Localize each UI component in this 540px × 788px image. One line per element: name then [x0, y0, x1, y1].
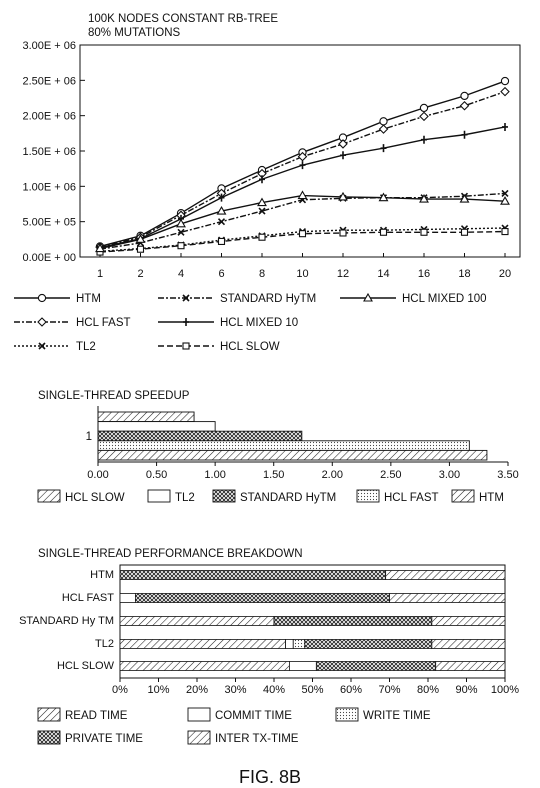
line-x-tick-label: 16 — [417, 268, 431, 280]
legend-label-write-time: WRITE TIME — [363, 710, 431, 722]
speedup-x-tick-label: 3.50 — [497, 469, 519, 481]
breakdown-segment-read-time — [120, 617, 274, 626]
data-point-htm — [380, 118, 387, 125]
breakdown-category-label: TL2 — [95, 638, 114, 650]
line-y-tick-label: 2.00E + 06 — [22, 110, 76, 123]
data-point-hcl-mixed-10 — [462, 131, 468, 139]
breakdown-segment-inter-tx-time — [432, 617, 505, 626]
speedup-chart-title: SINGLE-THREAD SPEEDUP — [38, 390, 190, 402]
breakdown-category-label: HTM — [90, 569, 114, 581]
line-y-axis — [22, 40, 85, 264]
data-point-hcl-slow — [502, 229, 508, 235]
legend-label-hcl-fast: HCL FAST — [76, 317, 131, 329]
line-chart-subtitle: 80% MUTATIONS — [88, 27, 181, 39]
speedup-x-tick-label: 1.50 — [263, 469, 285, 481]
breakdown-segment-inter-tx-time — [436, 662, 505, 671]
data-point-hcl-mixed-10 — [502, 123, 508, 131]
speedup-x-tick-label: 1.00 — [204, 469, 226, 481]
legend-label-tl2: TL2 — [76, 341, 96, 353]
breakdown-segment-read-time — [120, 662, 289, 671]
legend-label-hcl-slow: HCL SLOW — [220, 341, 280, 353]
line-x-tick-label: 6 — [218, 268, 225, 280]
breakdown-category-label: HCL FAST — [61, 592, 114, 604]
speedup-x-tick-label: 0.00 — [87, 469, 109, 481]
data-point-hcl-fast — [420, 112, 428, 120]
speedup-category-label: 1 — [85, 431, 92, 443]
breakdown-chart-title: SINGLE-THREAD PERFORMANCE BREAKDOWN — [38, 548, 303, 560]
data-point-hcl-mixed-10 — [300, 161, 306, 169]
breakdown-segment-commit-time — [286, 640, 294, 649]
breakdown-x-tick-label: 90% — [455, 684, 478, 696]
line-y-tick-label: 1.50E + 06 — [22, 146, 76, 158]
speedup-x-tick-label: 3.00 — [438, 469, 461, 481]
breakdown-x-tick-label: 50% — [301, 684, 324, 696]
breakdown-bars — [19, 569, 505, 672]
legend-label-private-time: PRIVATE TIME — [65, 733, 143, 745]
data-point-hcl-slow — [138, 246, 144, 252]
data-point-hcl-slow — [340, 230, 346, 236]
legend-marker-hcl-slow — [183, 343, 189, 349]
line-x-tick-label: 20 — [498, 268, 512, 280]
line-y-tick-label: 3.00E + 06 — [22, 40, 76, 52]
data-point-htm — [420, 104, 427, 111]
breakdown-x-tick-label: 10% — [147, 684, 170, 696]
line-y-tick-label: 0.00E + 00 — [22, 252, 76, 264]
breakdown-x-tick-label: 0% — [112, 684, 128, 696]
line-legend — [14, 293, 487, 353]
line-x-tick-label: 4 — [177, 268, 185, 280]
legend-label-hcl-mixed-100: HCL MIXED 100 — [402, 293, 487, 305]
legend-swatch-hcl-fast — [357, 490, 379, 502]
legend-swatch-read-time — [38, 708, 60, 721]
breakdown-chart — [19, 548, 519, 745]
speedup-x-tick-label: 2.50 — [380, 469, 402, 481]
data-point-hcl-slow — [300, 231, 306, 237]
series-line-standard-hytm — [100, 193, 505, 249]
legend-swatch-write-time — [336, 708, 358, 721]
data-point-htm — [501, 77, 508, 84]
legend-label-standard-hytm: STANDARD HyTM — [220, 293, 317, 305]
legend-label-commit-time: COMMIT TIME — [215, 710, 292, 722]
legend-marker-hcl-mixed-10 — [183, 318, 189, 326]
legend-label-hcl-fast: HCL FAST — [384, 492, 439, 504]
legend-swatch-hcl-slow — [38, 490, 60, 502]
legend-label-hcl-mixed-10: HCL MIXED 10 — [220, 317, 299, 329]
speedup-legend — [38, 490, 504, 504]
figure-caption: FIG. 8B — [238, 767, 302, 787]
series-line-hcl-mixed-100 — [100, 196, 505, 249]
speedup-x-tick-label: 2.00 — [321, 469, 343, 481]
speedup-x-tick-label: 0.50 — [145, 469, 168, 481]
speedup-bar-htm — [98, 450, 487, 460]
data-point-hcl-mixed-10 — [381, 144, 387, 152]
breakdown-category-label: HCL SLOW — [56, 660, 114, 672]
breakdown-segment-inter-tx-time — [386, 571, 505, 580]
legend-label-htm: HTM — [76, 293, 101, 305]
line-x-tick-label: 2 — [137, 268, 144, 280]
breakdown-x-tick-label: 20% — [185, 684, 209, 696]
speedup-x-axis — [87, 462, 518, 481]
breakdown-segment-private-time — [316, 662, 435, 671]
legend-swatch-commit-time — [188, 708, 210, 721]
breakdown-category-label: STANDARD Hy TM — [19, 615, 114, 627]
line-x-tick-label: 18 — [458, 268, 471, 280]
breakdown-segment-private-time — [135, 594, 389, 603]
data-point-hcl-mixed-10 — [340, 151, 346, 159]
data-point-hcl-fast — [380, 125, 388, 133]
breakdown-x-tick-label: 80% — [416, 684, 440, 696]
speedup-bars — [98, 412, 487, 460]
speedup-chart — [38, 390, 519, 504]
speedup-bar-standard-hytm — [98, 431, 302, 441]
legend-label-read-time: READ TIME — [65, 710, 128, 722]
legend-marker-hcl-fast — [38, 318, 46, 326]
speedup-bar-tl2 — [98, 422, 215, 432]
legend-swatch-htm — [452, 490, 474, 502]
data-point-hcl-slow — [381, 229, 387, 235]
line-y-tick-label: 1.00E + 06 — [22, 181, 76, 194]
legend-swatch-inter-tx-time — [188, 731, 210, 744]
breakdown-x-tick-label: 100% — [490, 684, 520, 696]
legend-marker-htm — [38, 294, 45, 301]
breakdown-x-tick-label: 70% — [378, 684, 401, 696]
data-point-hcl-fast — [501, 88, 509, 96]
speedup-bar-hcl-slow — [98, 412, 194, 422]
data-point-hcl-mixed-10 — [421, 136, 427, 144]
breakdown-segment-commit-time — [120, 594, 135, 603]
legend-label-standard-hytm: STANDARD HyTM — [240, 492, 337, 504]
data-point-hcl-slow — [178, 243, 184, 249]
breakdown-segment-private-time — [120, 571, 386, 580]
breakdown-segment-private-time — [305, 640, 432, 649]
line-y-tick-label: 2.50E + 06 — [22, 75, 76, 88]
data-point-hcl-fast — [461, 102, 469, 110]
breakdown-x-tick-label: 40% — [262, 684, 286, 696]
data-point-hcl-slow — [421, 229, 427, 235]
legend-swatch-tl2 — [148, 490, 170, 502]
breakdown-segment-private-time — [274, 617, 432, 626]
data-point-hcl-slow — [462, 229, 468, 235]
breakdown-segment-read-time — [120, 640, 286, 649]
data-point-htm — [461, 92, 468, 99]
data-point-hcl-fast — [339, 140, 347, 148]
data-point-hcl-slow — [219, 238, 225, 244]
breakdown-x-tick-label: 60% — [339, 684, 363, 696]
breakdown-segment-inter-tx-time — [432, 640, 505, 649]
legend-label-tl2: TL2 — [175, 492, 195, 504]
breakdown-segment-write-time — [293, 640, 305, 649]
line-y-tick-label: 5.00E + 05 — [22, 216, 76, 229]
line-x-tick-label: 10 — [296, 268, 309, 280]
legend-label-htm: HTM — [479, 492, 504, 504]
line-series-group — [96, 77, 509, 255]
speedup-bar-hcl-fast — [98, 441, 469, 451]
breakdown-segment-commit-time — [289, 662, 316, 671]
data-point-hcl-mixed-10 — [259, 175, 265, 183]
line-chart-title: 100K NODES CONSTANT RB-TREE — [88, 13, 279, 25]
line-x-tick-label: 1 — [96, 268, 104, 280]
legend-label-inter-tx-time: INTER TX-TIME — [215, 733, 299, 745]
breakdown-legend — [38, 708, 431, 745]
legend-label-hcl-slow: HCL SLOW — [65, 492, 125, 504]
breakdown-x-axis — [112, 678, 519, 696]
line-x-tick-label: 8 — [258, 268, 266, 280]
line-x-tick-label: 14 — [377, 268, 390, 280]
line-chart — [14, 13, 520, 353]
legend-swatch-standard-hytm — [213, 490, 235, 502]
line-x-tick-label: 12 — [336, 268, 350, 280]
breakdown-x-tick-label: 30% — [224, 684, 247, 696]
breakdown-segment-inter-tx-time — [390, 594, 506, 603]
data-point-hcl-slow — [259, 234, 265, 240]
legend-swatch-private-time — [38, 731, 60, 744]
